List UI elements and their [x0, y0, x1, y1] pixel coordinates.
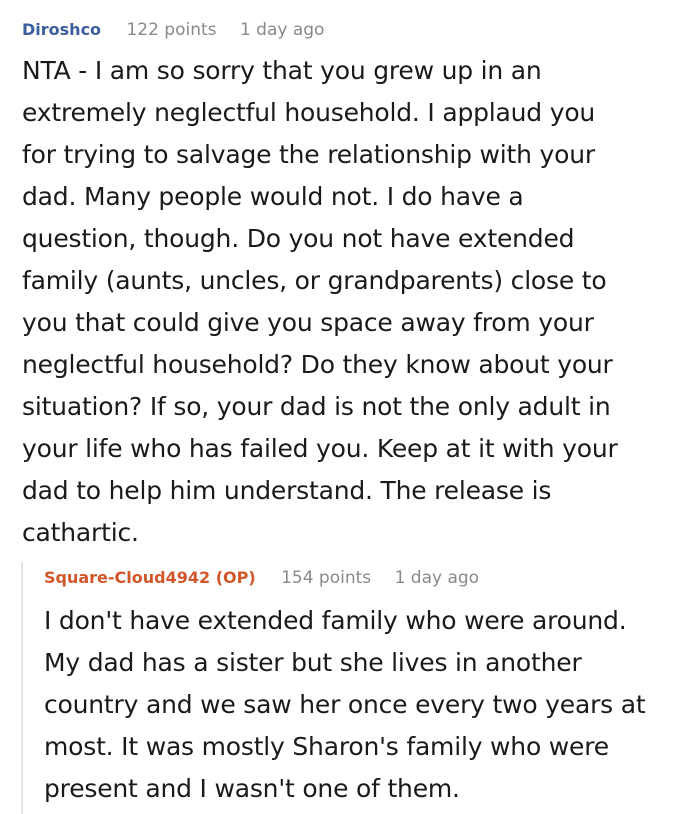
comment-line: you that could give you space away from your — [22, 308, 594, 337]
comment-line: neglectful household? Do they know about your — [22, 350, 613, 379]
comment-points: 122 points — [126, 20, 217, 40]
comment-author[interactable]: Diroshco — [22, 20, 102, 39]
reply-line: most. It was mostly Sharon's family who were — [44, 732, 609, 761]
comment — [22, 14, 692, 554]
comment-line: NTA - I am so sorry that you grew up in an — [22, 56, 542, 85]
comment-line: cathartic. — [22, 518, 139, 547]
comment-body — [22, 50, 692, 554]
reply-line: present and I wasn't one of them. — [44, 774, 460, 803]
reply-age: 1 day ago — [394, 568, 480, 588]
comment-age: 1 day ago — [239, 20, 325, 40]
reply-line: My dad has a sister but she lives in another — [44, 648, 582, 677]
comment-line: dad to help him understand. The release is — [22, 476, 552, 505]
reply-content — [44, 562, 699, 810]
comment-line: family (aunts, uncles, or grandparents) close to — [22, 266, 607, 295]
reply-meta — [44, 562, 699, 594]
comment-line: situation? If so, your dad is not the only adult in — [22, 392, 611, 421]
comment-line: for trying to salvage the relationship with your — [22, 140, 595, 169]
reply-author[interactable]: Square-Cloud4942 (OP) — [44, 568, 256, 587]
comment-line: question, though. Do you not have extended — [22, 224, 575, 253]
reply-line: I don't have extended family who were around. — [44, 606, 627, 635]
reply-points: 154 points — [281, 568, 372, 588]
reply-comment — [21, 562, 700, 814]
comment-line: your life who has failed you. Keep at it with your — [22, 434, 618, 463]
comment-meta — [22, 14, 692, 46]
comment-line: dad. Many people would not. I do have a — [22, 182, 524, 211]
comment-line: extremely neglectful household. I applaud you — [22, 98, 596, 127]
reply-line: country and we saw her once every two years at — [44, 690, 646, 719]
reply-body — [44, 600, 699, 810]
